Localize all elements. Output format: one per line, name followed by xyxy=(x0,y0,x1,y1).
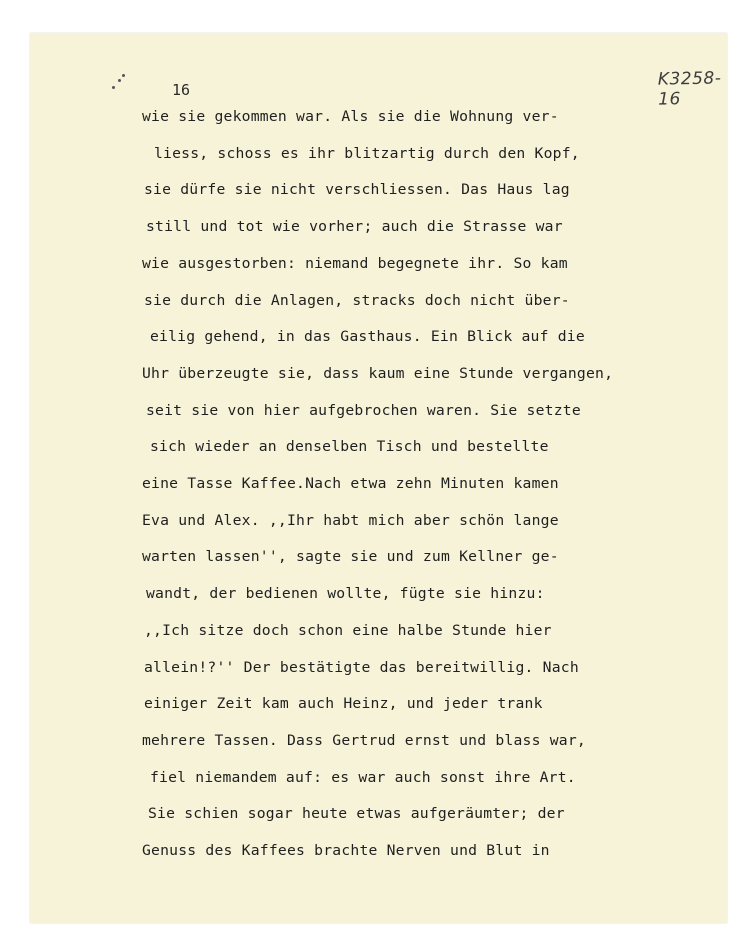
text-line: wie sie gekommen war. Als sie die Wohnung ver- xyxy=(142,109,559,125)
archive-id-annotation: K3258-16 xyxy=(657,68,722,110)
text-line: wandt, der bedienen wollte, fügte sie hinzu: xyxy=(146,586,545,603)
text-line: Eva und Alex. ,,Ihr habt mich aber schön lange xyxy=(142,512,559,529)
text-line: allein!?'' Der bestätigte das bereitwillig. Nach xyxy=(144,659,579,676)
text-line: liess, schoss es ihr blitzartig durch den Kopf, xyxy=(154,145,580,162)
text-line: wie ausgestorben: niemand begegnete ihr. So kam xyxy=(142,255,568,272)
text-line: ,,Ich sitze doch schon eine halbe Stunde hier xyxy=(144,622,552,639)
text-line: Uhr überzeugte sie, dass kaum eine Stunde vergangen, xyxy=(142,365,614,382)
text-line: sie dürfe sie nicht verschliessen. Das Haus lag xyxy=(144,182,570,199)
stray-mark xyxy=(112,86,115,89)
text-line: einiger Zeit kam auch Heinz, und jeder trank xyxy=(144,696,543,713)
text-line: seit sie von hier aufgebrochen waren. Sie setzte xyxy=(146,402,581,419)
text-line: sie durch die Anlagen, stracks doch nicht über- xyxy=(144,292,570,309)
stray-mark xyxy=(118,79,121,82)
stray-mark xyxy=(122,74,125,77)
text-line: warten lassen'', sagte sie und zum Kellner ge- xyxy=(142,549,559,566)
text-line: eilig gehend, in das Gasthaus. Ein Blick auf die xyxy=(150,329,585,346)
text-line: Genuss des Kaffees brachte Nerven und Blut in xyxy=(142,843,550,859)
page-number: 16 xyxy=(172,81,191,99)
text-line: fiel niemandem auf: es war auch sonst ihre Art. xyxy=(150,769,576,786)
text-line: sich wieder an denselben Tisch und bestellte xyxy=(150,439,549,456)
text-line: Sie schien sogar heute etwas aufgeräumter; der xyxy=(148,806,565,823)
typescript-page xyxy=(30,33,727,923)
text-line: eine Tasse Kaffee.Nach etwa zehn Minuten kamen xyxy=(142,476,559,492)
text-line: mehrere Tassen. Dass Gertrud ernst und blass war, xyxy=(142,732,586,749)
text-line: still und tot wie vorher; auch die Strasse war xyxy=(146,219,563,236)
